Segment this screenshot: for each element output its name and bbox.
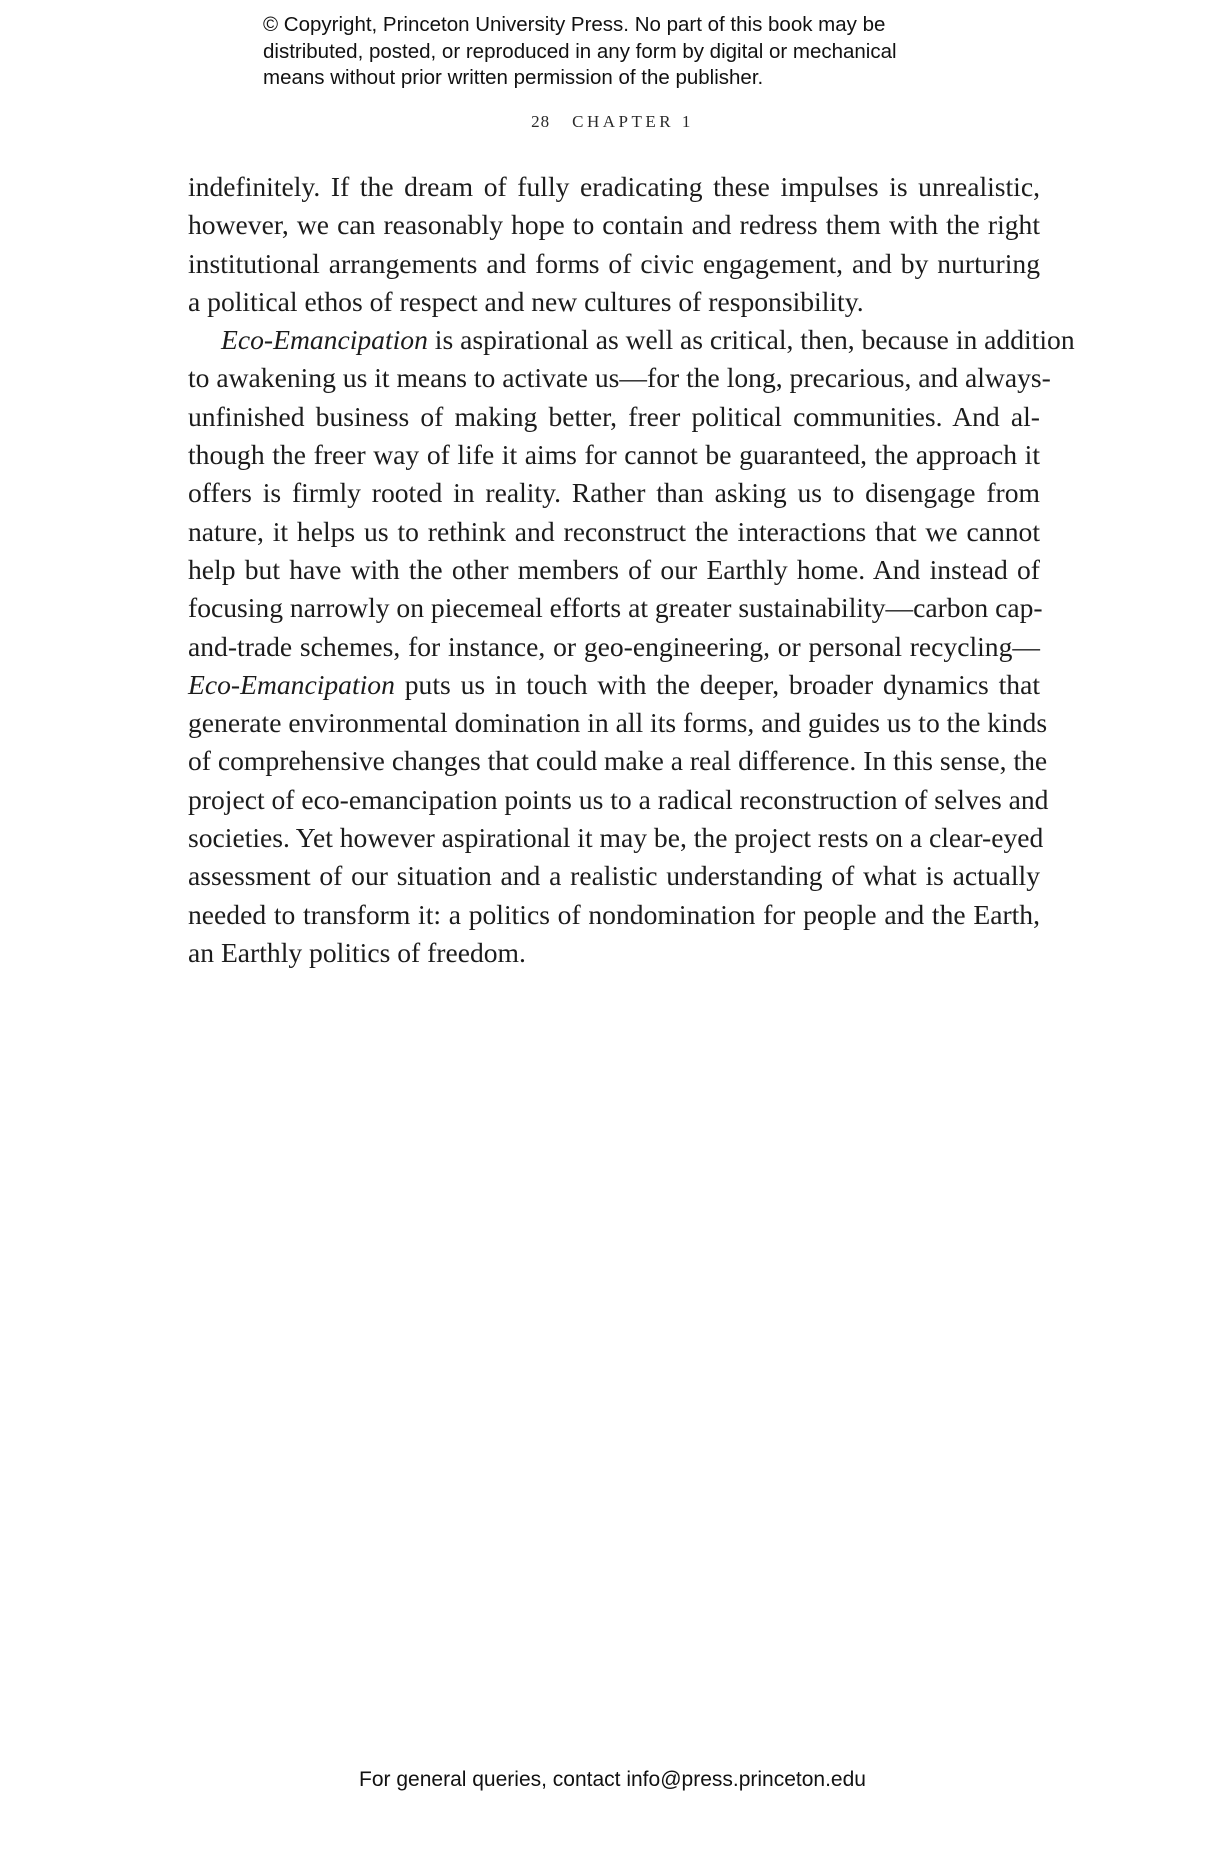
text-line: focusing narrowly on piecemeal efforts at greater sustainability—carbon cap-: [188, 592, 1043, 624]
copyright-notice: [263, 12, 983, 92]
text-line: help but have with the other members of our Earthly home. And instead of: [188, 553, 1040, 585]
text-line: generate environmental domination in all its forms, and guides us to the kinds: [188, 707, 1048, 739]
text-line: offers is firmly rooted in reality. Rather than asking us to disengage from: [188, 477, 1040, 509]
text-line: assessment of our situation and a realistic understanding of what is actually: [188, 860, 1040, 892]
text-line: Eco-Emancipation puts us in touch with the deeper, broader dynamics that: [188, 668, 1040, 700]
text-line: of comprehensive changes that could make a real difference. In this sense, the: [188, 745, 1048, 777]
text-line: nature, it helps us to rethink and reconstruct the interactions that we cannot: [188, 515, 1040, 547]
page-number: 28: [531, 112, 551, 131]
text-line: a political ethos of respect and new cultures of responsibility.: [188, 285, 864, 317]
copyright-line: © Copyright, Princeton University Press. No part of this book may be: [263, 13, 886, 36]
book-title: Eco-Emancipation: [221, 324, 428, 356]
text-line: an Earthly politics of freedom.: [188, 936, 526, 968]
book-title: Eco-Emancipation: [188, 668, 395, 700]
text-line: institutional arrangements and forms of civic engagement, and by nurturing: [188, 247, 1040, 279]
text-line: unfinished business of making better, freer political communities. And al-: [188, 400, 1040, 432]
text-line: indefinitely. If the dream of fully eradicating these impulses is unrealistic,: [188, 171, 1040, 202]
text-line: societies. Yet however aspirational it may be, the project rests on a clear-eyed: [188, 822, 1044, 854]
footer-contact: For general queries, contact info@press.princeton.edu: [359, 1768, 866, 1791]
copyright-line: distributed, posted, or reproduced in any form by digital or mechanical: [263, 39, 897, 63]
text-line: however, we can reasonably hope to contain and redress them with the right: [188, 209, 1040, 241]
text-line: to awakening us it means to activate us—for the long, precarious, and always-: [188, 362, 1051, 394]
text-line: and-trade schemes, for instance, or geo-engineering, or personal recycling—: [188, 630, 1040, 662]
chapter-label: CHAPTER 1: [572, 112, 694, 131]
running-head: [0, 112, 1225, 132]
text-line: needed to transform it: a politics of nondomination for people and the Earth,: [188, 898, 1040, 930]
copyright-line: means without prior written permission of the publisher.: [263, 66, 764, 89]
text-line: project of eco-emancipation points us to a radical reconstruction of selves and: [188, 783, 1049, 815]
text-line: Eco-Emancipation is aspirational as well as critical, then, because in addition: [221, 324, 1075, 356]
body-text: [188, 168, 1075, 972]
text-line: though the freer way of life it aims for cannot be guaranteed, the approach it: [188, 439, 1040, 471]
